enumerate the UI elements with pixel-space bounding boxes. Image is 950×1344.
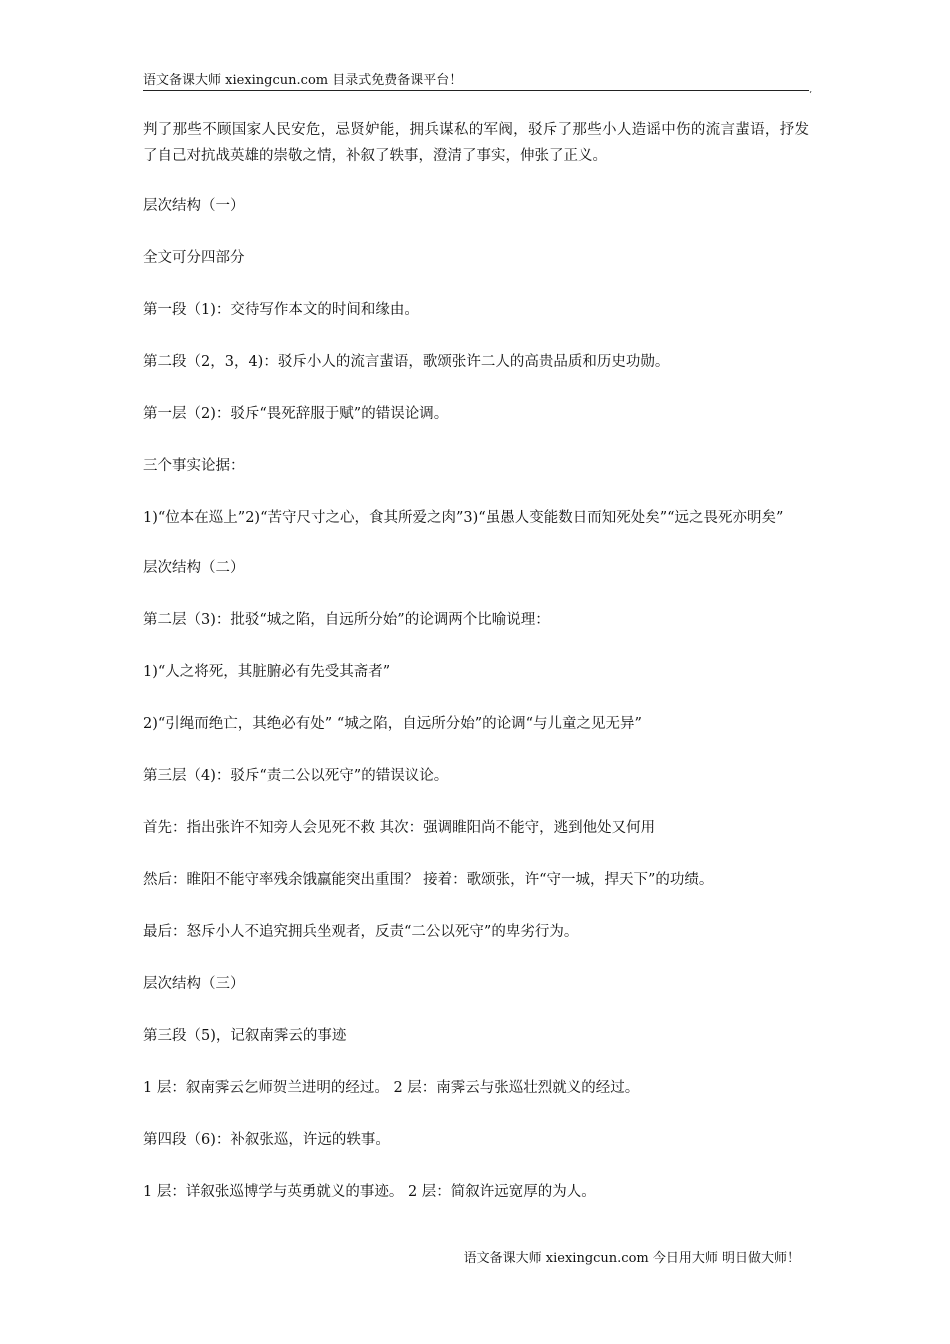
paragraph: 第二段（2，3，4)：驳斥小人的流言蜚语，歌颂张许二人的高贵品质和历史功勋。 bbox=[143, 354, 670, 370]
paragraph: 1 层：叙南霁云乞师贺兰进明的经过。 2 层：南霁云与张巡壮烈就义的经过。 bbox=[143, 1080, 640, 1096]
paragraph-summary: 判了那些不顾国家人民安危，忌贤妒能，拥兵谋私的军阀，驳斥了那些小人造谣中伤的流言蜚语，抒发了自己对抗战英雄的崇敬之情，补叙了轶事，澄清了事实，伸张了正义。 bbox=[143, 122, 809, 164]
footer-text: 语文备课大师 xiexingcun.com 今日用大师 明日做大师！ bbox=[463, 1251, 800, 1266]
paragraph: 然后：睢阳不能守率残余饿羸能突出重围？ 接着：歌颂张，许“守一城，捍天下”的功绩。 bbox=[143, 872, 714, 888]
paragraph: 三个事实论据： bbox=[143, 458, 245, 474]
header-tick-mark: , bbox=[809, 85, 812, 94]
paragraph: 最后：怒斥小人不追究拥兵坐观者，反责“二公以死守”的卑劣行为。 bbox=[143, 924, 579, 940]
paragraph: 第三段（5)，记叙南霁云的事迹 bbox=[143, 1028, 347, 1044]
paragraph: 第一段（1)：交待写作本文的时间和缘由。 bbox=[143, 302, 419, 318]
paragraph: 1)“人之将死，其脏腑必有先受其斋者” bbox=[143, 664, 391, 680]
section-heading-2: 层次结构（二） bbox=[143, 560, 245, 576]
document-body bbox=[143, 117, 809, 1231]
section-heading-3: 层次结构（三） bbox=[143, 976, 245, 992]
paragraph: 第一层（2)：驳斥“畏死辞服于赋”的错误论调。 bbox=[143, 406, 449, 422]
page-header bbox=[143, 72, 812, 94]
paragraph: 全文可分四部分 bbox=[143, 250, 245, 266]
page-footer bbox=[464, 1250, 800, 1268]
paragraph: 首先：指出张许不知旁人会见死不救 其次：强调睢阳尚不能守，逃到他处又何用 bbox=[143, 820, 656, 836]
section-heading-1: 层次结构（一） bbox=[143, 198, 245, 214]
paragraph-evidence-list: 1)“位本在巡上”2)“苦守尺寸之心，食其所爱之肉”3)“虽愚人变能数日而知死处矣”“远之畏死亦明矣” bbox=[143, 510, 784, 526]
paragraph: 第四段（6)：补叙张巡，许远的轶事。 bbox=[143, 1132, 390, 1148]
paragraph: 第三层（4)：驳斥“责二公以死守”的错误议论。 bbox=[143, 768, 449, 784]
paragraph: 1 层：详叙张巡博学与英勇就义的事迹。 2 层：简叙许远宽厚的为人。 bbox=[143, 1184, 596, 1200]
paragraph: 第二层（3)：批驳“城之陷，自远所分始”的论调两个比喻说理： bbox=[143, 612, 550, 628]
paragraph: 2)“引绳而绝亡，其绝必有处” “城之陷，自远所分始”的论调“与儿童之见无异” bbox=[143, 716, 642, 732]
header-text: 语文备课大师 xiexingcun.com 目录式免费备课平台！ bbox=[143, 73, 463, 88]
